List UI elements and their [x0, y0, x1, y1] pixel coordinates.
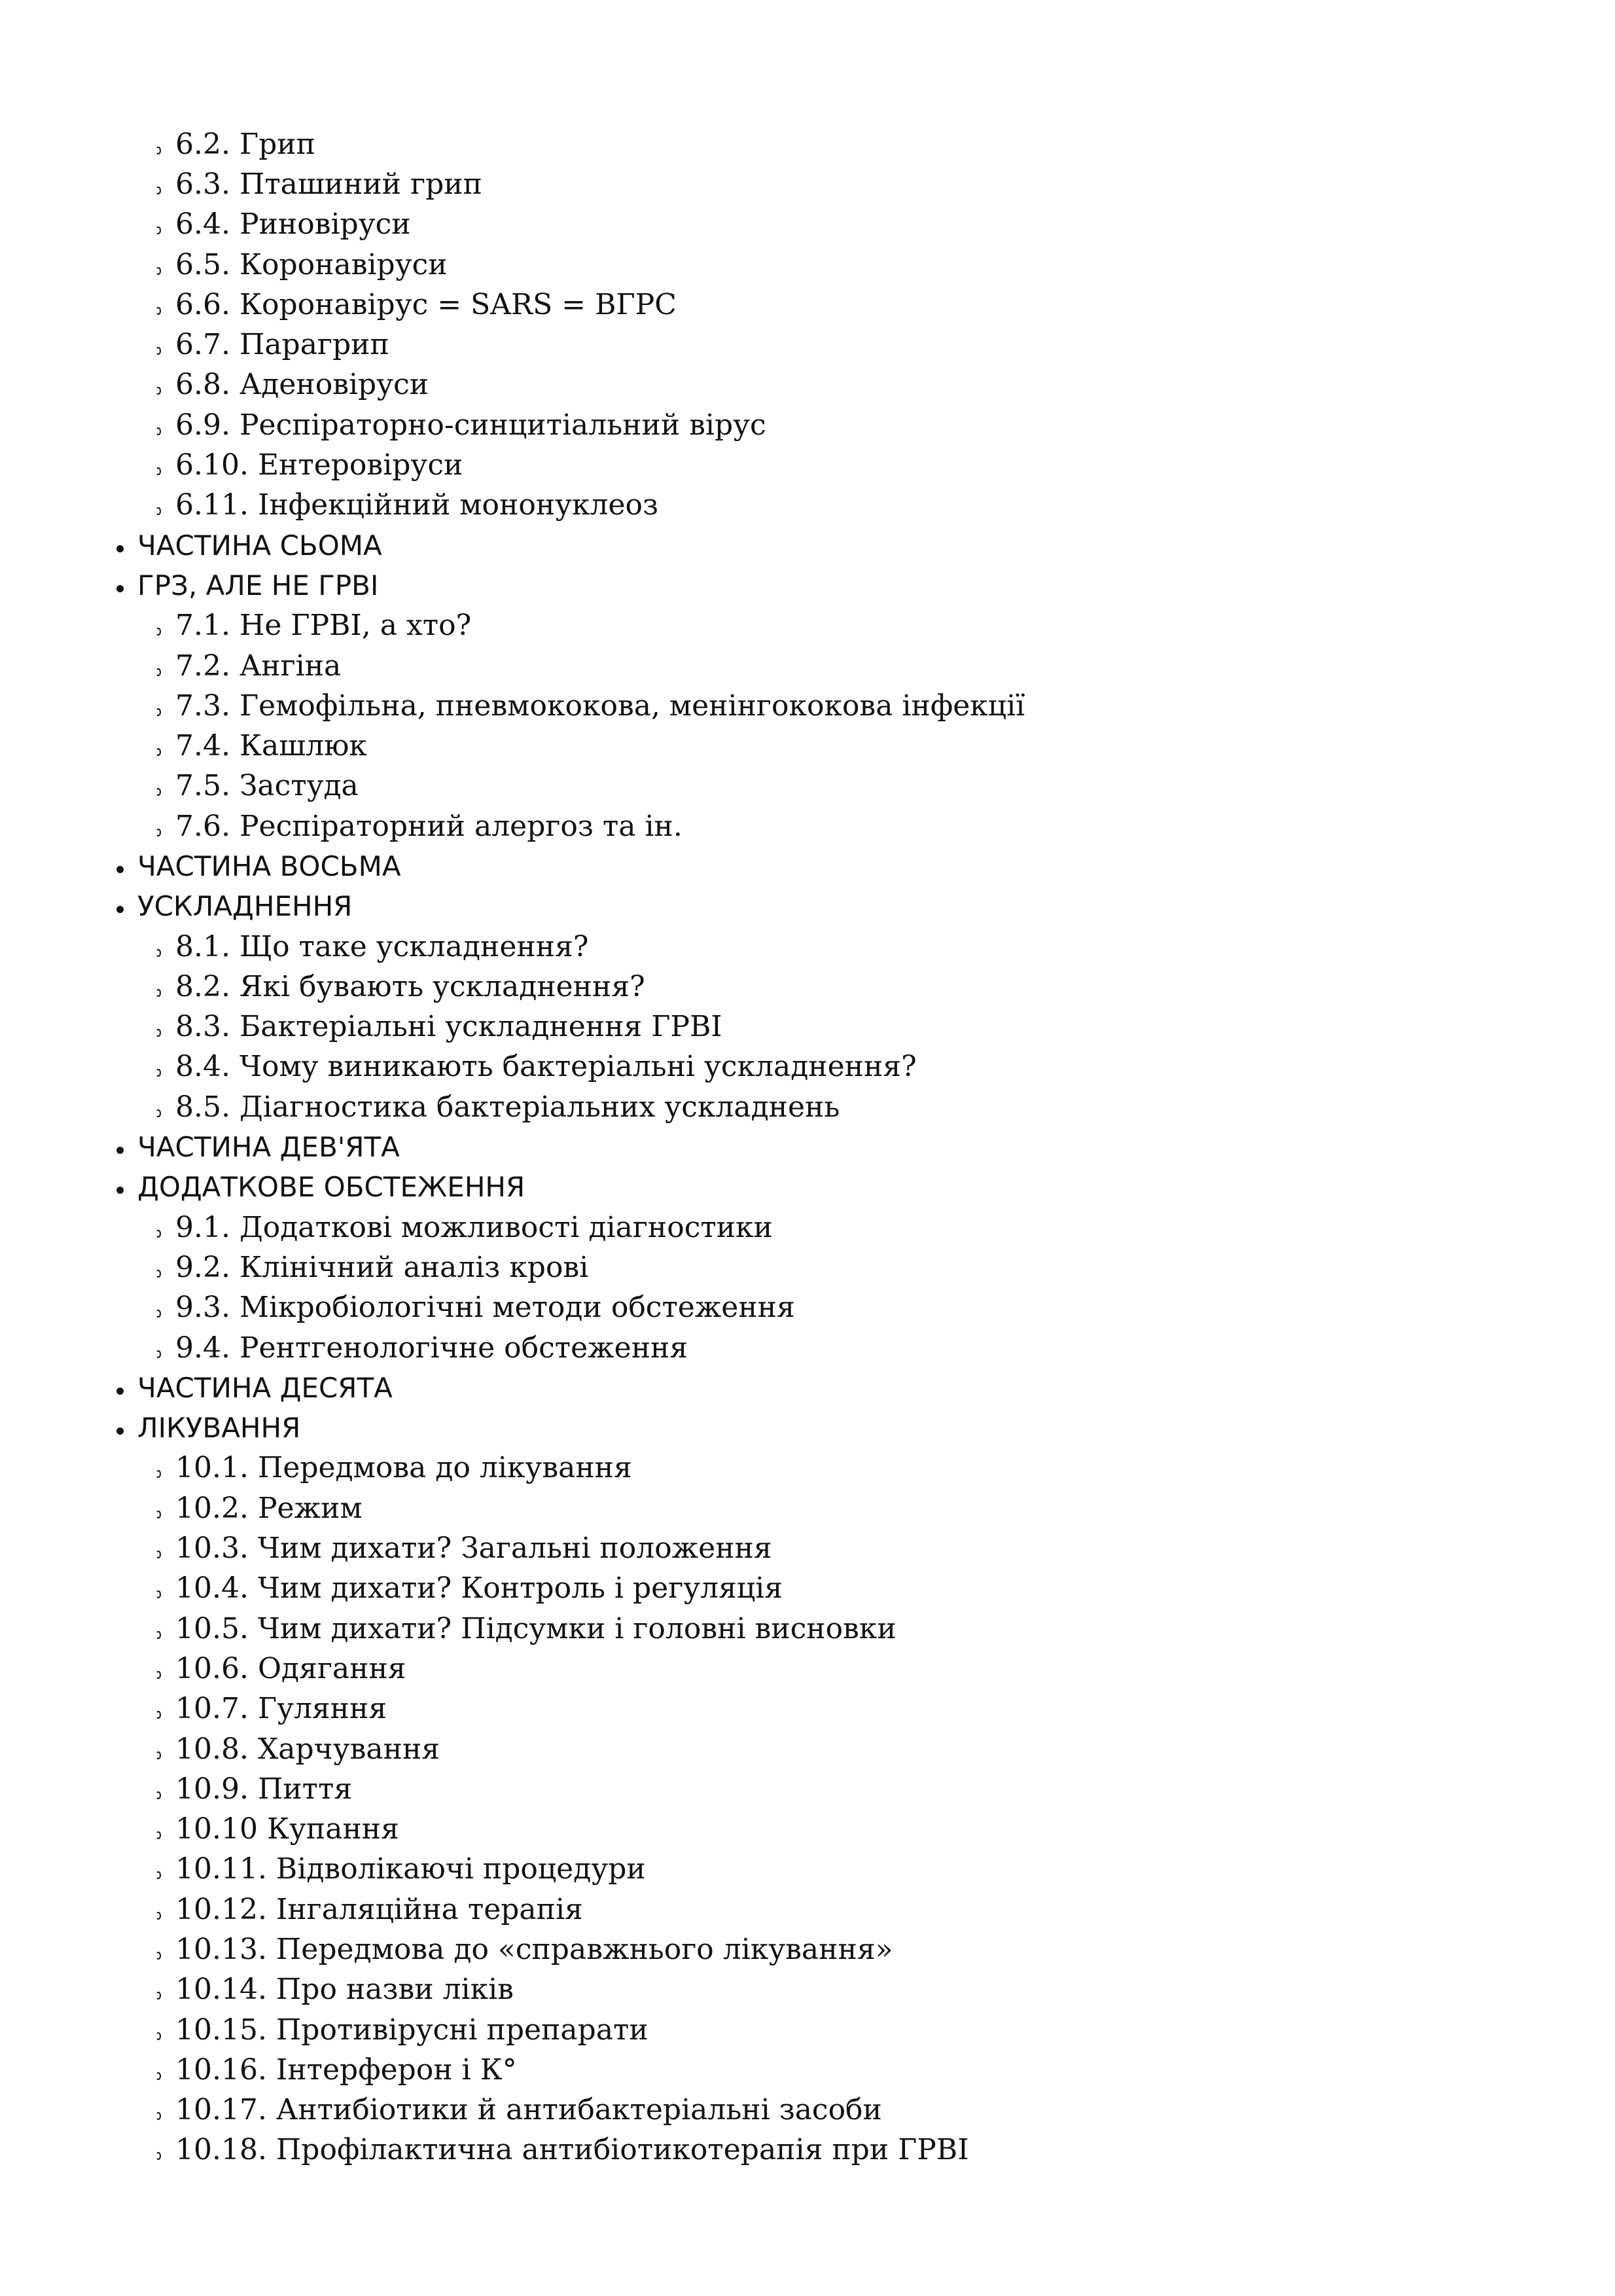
bullet-circle-icon	[156, 2096, 175, 2125]
toc-item-label[interactable]: 10.17. Антибіотики й антибактеріальні засоби	[175, 2093, 882, 2127]
toc-section-item[interactable]	[0, 927, 1615, 967]
bullet-circle-icon	[156, 1935, 175, 1964]
toc-item-label[interactable]: УСКЛАДНЕННЯ	[137, 890, 353, 923]
toc-section-item[interactable]	[0, 365, 1615, 405]
toc-item-label[interactable]: 10.8. Харчування	[175, 1732, 440, 1766]
toc-item-label[interactable]: 9.1. Додаткові можливості діагностики	[175, 1210, 773, 1244]
toc-item-label[interactable]: 10.18. Профілактична антибіотикотерапія при ГРВІ	[175, 2133, 969, 2167]
toc-item-label[interactable]: ЧАСТИНА СЬОМА	[137, 529, 382, 562]
bullet-circle-icon	[156, 2016, 175, 2045]
bullet-circle-icon	[156, 411, 175, 440]
toc-item-label[interactable]: 10.6. Одягання	[175, 1651, 406, 1685]
toc-section-item[interactable]	[0, 1769, 1615, 1809]
toc-section-item[interactable]	[0, 606, 1615, 646]
toc-item-label[interactable]: ЛІКУВАННЯ	[137, 1412, 301, 1444]
bullet-circle-icon	[156, 652, 175, 681]
toc-part-item[interactable]	[0, 1168, 1615, 1208]
bullet-circle-icon	[156, 1334, 175, 1363]
toc-item-label[interactable]: 6.6. Коронавірус = SARS = ВГРС	[175, 287, 677, 321]
toc-item-label[interactable]: 8.1. Що таке ускладнення?	[175, 929, 589, 963]
bullet-circle-icon	[156, 692, 175, 721]
toc-item-label[interactable]: 9.3. Мікробіологічні методи обстеження	[175, 1291, 795, 1325]
toc-section-item[interactable]	[0, 766, 1615, 806]
toc-item-label[interactable]: 9.4. Рентгенологічне обстеження	[175, 1331, 688, 1365]
toc-section-item[interactable]	[0, 1809, 1615, 1849]
bullet-circle-icon	[156, 1695, 175, 1723]
toc-item-label[interactable]: 7.1. Не ГРВІ, а хто?	[175, 609, 472, 643]
toc-section-item[interactable]	[0, 1208, 1615, 1247]
toc-item-label[interactable]: 6.9. Респіраторно-синцитіальний вірус	[175, 408, 766, 442]
bullet-circle-icon	[156, 1253, 175, 1282]
toc-section-item[interactable]	[0, 646, 1615, 686]
bullet-circle-icon	[156, 370, 175, 399]
toc-section-item[interactable]	[0, 285, 1615, 325]
bullet-circle-icon	[156, 1815, 175, 1844]
toc-item-label[interactable]: 6.5. Коронавіруси	[175, 247, 448, 281]
bullet-circle-icon	[156, 291, 175, 319]
toc-part-item[interactable]	[0, 1127, 1615, 1167]
toc-item-label[interactable]: 8.5. Діагностика бактеріальних ускладнень	[175, 1090, 840, 1124]
bullet-circle-icon	[156, 1534, 175, 1563]
toc-section-item[interactable]	[0, 1609, 1615, 1649]
toc-section-item[interactable]	[0, 686, 1615, 726]
toc-section-item[interactable]	[0, 1007, 1615, 1047]
toc-item-label[interactable]: 9.2. Клінічний аналіз крові	[175, 1250, 589, 1284]
bullet-circle-icon	[156, 1293, 175, 1322]
bullet-circle-icon	[156, 973, 175, 1001]
toc-item-label[interactable]: 7.6. Респіраторний алергоз та ін.	[175, 809, 683, 843]
toc-item-label[interactable]: 7.2. Ангіна	[175, 649, 342, 683]
toc-item-label[interactable]: 10.11. Відволікаючі процедури	[175, 1852, 646, 1886]
toc-section-item[interactable]	[0, 1929, 1615, 1969]
toc-section-item[interactable]	[0, 1850, 1615, 1890]
toc-item-label[interactable]: 10.3. Чим дихати? Загальні положення	[175, 1532, 772, 1566]
toc-item-label[interactable]: 8.4. Чому виникають бактеріальні ускладнення?	[175, 1050, 917, 1084]
bullet-circle-icon	[156, 2136, 175, 2164]
toc-part-item[interactable]	[0, 1408, 1615, 1448]
toc-section-item[interactable]	[0, 1087, 1615, 1127]
bullet-circle-icon	[156, 1735, 175, 1764]
toc-section-item[interactable]	[0, 726, 1615, 766]
toc-item-label[interactable]: 7.5. Застуда	[175, 769, 359, 803]
toc-item-label[interactable]: 10.4. Чим дихати? Контроль і регуляція	[175, 1571, 783, 1605]
bullet-disc-icon	[116, 1374, 137, 1403]
bullet-circle-icon	[156, 1615, 175, 1643]
toc-section-item[interactable]	[0, 1448, 1615, 1488]
toc-item-label[interactable]: ЧАСТИНА ДЕСЯТА	[137, 1371, 393, 1404]
bullet-circle-icon	[156, 251, 175, 279]
toc-section-item[interactable]	[0, 2010, 1615, 2050]
bullet-circle-icon	[156, 812, 175, 841]
toc-item-label[interactable]: 10.7. Гуляння	[175, 1692, 387, 1726]
toc-item-label[interactable]: 6.3. Пташиний грип	[175, 167, 482, 201]
toc-item-label[interactable]: 8.2. Які бувають ускладнення?	[175, 969, 645, 1003]
bullet-circle-icon	[156, 130, 175, 159]
toc-section-item[interactable]	[0, 1970, 1615, 2010]
toc-item-label[interactable]: 7.4. Кашлюк	[175, 729, 367, 763]
toc-item-label[interactable]: 10.12. Інгаляційна терапія	[175, 1892, 583, 1926]
bullet-circle-icon	[156, 611, 175, 640]
toc-item-label[interactable]: 10.9. Пиття	[175, 1772, 353, 1806]
toc-section-item[interactable]	[0, 124, 1615, 164]
toc-section-item[interactable]	[0, 486, 1615, 526]
bullet-circle-icon	[156, 1574, 175, 1603]
toc-section-item[interactable]	[0, 164, 1615, 204]
toc-section-item[interactable]	[0, 325, 1615, 365]
toc-section-item[interactable]	[0, 205, 1615, 245]
toc-section-item[interactable]	[0, 1328, 1615, 1368]
toc-section-item[interactable]	[0, 1528, 1615, 1568]
bullet-circle-icon	[156, 170, 175, 199]
toc-item-label[interactable]: 6.7. Парагрип	[175, 328, 389, 362]
bullet-circle-icon	[156, 1213, 175, 1242]
toc-section-item[interactable]	[0, 1890, 1615, 1929]
table-of-contents	[0, 124, 1615, 2170]
bullet-circle-icon	[156, 1052, 175, 1081]
toc-section-item[interactable]	[0, 2050, 1615, 2090]
toc-section-item[interactable]	[0, 1689, 1615, 1729]
toc-part-item[interactable]	[0, 887, 1615, 927]
toc-item-label[interactable]: 10.5. Чим дихати? Підсумки і головні висновки	[175, 1611, 896, 1645]
toc-part-item[interactable]	[0, 846, 1615, 886]
toc-item-label[interactable]: 6.10. Ентеровіруси	[175, 448, 463, 482]
bullet-circle-icon	[156, 1013, 175, 1041]
toc-section-item[interactable]	[0, 245, 1615, 285]
toc-part-item[interactable]	[0, 565, 1615, 605]
toc-item-label[interactable]: 10.10 Купання	[175, 1812, 399, 1846]
toc-part-item[interactable]	[0, 1368, 1615, 1408]
toc-section-item[interactable]	[0, 1288, 1615, 1328]
bullet-circle-icon	[156, 1975, 175, 2004]
toc-section-item[interactable]	[0, 2090, 1615, 2130]
bullet-circle-icon	[156, 1655, 175, 1683]
toc-section-item[interactable]	[0, 1649, 1615, 1689]
bullet-disc-icon	[116, 531, 137, 560]
bullet-disc-icon	[116, 571, 137, 600]
toc-item-label[interactable]: 10.14. Про назви ліків	[175, 1973, 514, 2007]
bullet-disc-icon	[116, 1414, 137, 1443]
bullet-disc-icon	[116, 852, 137, 881]
toc-section-item[interactable]	[0, 967, 1615, 1007]
bullet-circle-icon	[156, 2056, 175, 2085]
toc-section-item[interactable]	[0, 2130, 1615, 2170]
toc-item-label[interactable]: ЧАСТИНА ДЕВ'ЯТА	[137, 1131, 400, 1164]
toc-item-label[interactable]: 7.3. Гемофільна, пневмококова, менінгококова інфекції	[175, 689, 1025, 723]
toc-item-label[interactable]: 8.3. Бактеріальні ускладнення ГРВІ	[175, 1010, 722, 1044]
bullet-circle-icon	[156, 210, 175, 239]
toc-item-label[interactable]: 6.8. Аденовіруси	[175, 368, 429, 402]
toc-section-item[interactable]	[0, 1047, 1615, 1087]
toc-item-label[interactable]: 10.13. Передмова до «справжнього лікування»	[175, 1933, 893, 1966]
toc-section-item[interactable]	[0, 445, 1615, 485]
toc-part-item[interactable]	[0, 526, 1615, 565]
toc-section-item[interactable]	[0, 1488, 1615, 1528]
bullet-circle-icon	[156, 1494, 175, 1523]
bullet-circle-icon	[156, 732, 175, 761]
bullet-circle-icon	[156, 491, 175, 520]
toc-item-label[interactable]: 10.2. Режим	[175, 1491, 363, 1525]
bullet-disc-icon	[116, 1133, 137, 1162]
toc-item-label[interactable]: ДОДАТКОВЕ ОБСТЕЖЕННЯ	[137, 1171, 525, 1204]
bullet-circle-icon	[156, 1855, 175, 1884]
toc-section-item[interactable]	[0, 1247, 1615, 1287]
toc-section-item[interactable]	[0, 1569, 1615, 1609]
toc-item-label[interactable]: 10.15. Противірусні препарати	[175, 2013, 648, 2047]
toc-item-label[interactable]: 10.1. Передмова до лікування	[175, 1451, 632, 1485]
toc-item-label[interactable]: 6.2. Грип	[175, 127, 315, 161]
bullet-circle-icon	[156, 933, 175, 961]
toc-item-label[interactable]: 6.11. Інфекційний мононуклеоз	[175, 488, 659, 522]
bullet-disc-icon	[116, 1173, 137, 1202]
bullet-circle-icon	[156, 1775, 175, 1804]
toc-section-item[interactable]	[0, 1729, 1615, 1769]
bullet-circle-icon	[156, 1454, 175, 1482]
bullet-disc-icon	[116, 892, 137, 921]
toc-item-label[interactable]: ЧАСТИНА ВОСЬМА	[137, 850, 401, 882]
bullet-circle-icon	[156, 331, 175, 359]
toc-item-label[interactable]: ГРЗ, АЛЕ НЕ ГРВІ	[137, 569, 379, 601]
bullet-circle-icon	[156, 451, 175, 480]
bullet-circle-icon	[156, 1093, 175, 1122]
toc-section-item[interactable]	[0, 806, 1615, 846]
bullet-circle-icon	[156, 1895, 175, 1924]
toc-section-item[interactable]	[0, 405, 1615, 445]
toc-item-label[interactable]: 10.16. Інтерферон і К°	[175, 2053, 517, 2087]
toc-item-label[interactable]: 6.4. Риновіруси	[175, 207, 411, 242]
bullet-circle-icon	[156, 772, 175, 800]
